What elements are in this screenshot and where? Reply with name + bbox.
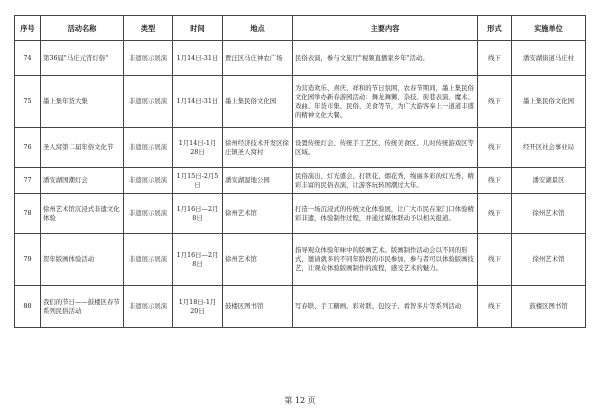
cell-org: 徐州艺术馆: [512, 194, 586, 234]
cell-name: 圣人窝第二届年俗文化节: [41, 128, 124, 168]
cell-no: 79: [15, 234, 41, 286]
cell-place: 墨上集民俗文化园: [223, 76, 293, 128]
table-row: [15, 234, 586, 286]
cell-org: 鼓楼区图书馆: [512, 286, 586, 328]
cell-content: 打造一场沉浸式的传统文化体验展，让广大市民在家门口体验精彩非遗，体验制作过程，并通过媒体联动予以相关报道。: [293, 194, 478, 234]
table-row: [15, 41, 586, 76]
cell-time: 1月16日—2月8日: [173, 234, 223, 286]
cell-place: 徐州经济技术开发区徐庄镇圣人窝村: [223, 128, 293, 168]
cell-type: 非遗展示展演: [124, 76, 173, 128]
table-header-row: [15, 16, 586, 41]
cell-time: 1月15日-2月5日: [173, 168, 223, 194]
table-row: [15, 194, 586, 234]
cell-time: 1月14日-1月28日: [173, 128, 223, 168]
cell-org: 墨上集民俗文化园: [512, 76, 586, 128]
cell-place: 贾汪区马庄神农广场: [223, 41, 293, 76]
activity-table: [14, 15, 586, 328]
table-row: [15, 168, 586, 194]
cell-form: 线下: [478, 128, 512, 168]
cell-type: 非遗展示展演: [124, 128, 173, 168]
cell-form: 线下: [478, 194, 512, 234]
cell-name: 徐州艺术馆沉浸式非遗文化体验: [41, 194, 124, 234]
cell-time: 1月14日-31日: [173, 41, 223, 76]
cell-type: 非遗展示展演: [124, 234, 173, 286]
cell-content: 写春联、手工糖画、彩对联、包饺子、看智多片等系列活动: [293, 286, 478, 328]
cell-place: 徐州艺术馆: [223, 234, 293, 286]
header-time: 时间: [173, 16, 223, 41]
cell-type: 非遗展示展演: [124, 286, 173, 328]
cell-no: 74: [15, 41, 41, 76]
table-row: [15, 286, 586, 328]
cell-place: 徐州艺术馆: [223, 194, 293, 234]
cell-type: 非遗展示展演: [124, 41, 173, 76]
page-number: 第 12 页: [284, 396, 316, 405]
cell-type: 非遗展示展演: [124, 168, 173, 194]
cell-content: 为营造欢乐、喜庆、祥和的节日氛围，农春节期间，墨上集民俗文化园举办新春游园活动：舞龙舞狮、杂技、街巷表演、魔术、戏曲、年货市集、民俗、美食等节，为广大游客奉上一道道丰盛的精神文化大餐。: [293, 76, 478, 128]
table-row: [15, 128, 586, 168]
header-form: 形式: [478, 16, 512, 41]
cell-content: 指导观众体验年味中的版画艺术。版画制作活动会以不同的形式，邀请就多的不同年龄段的市民参加，参与者可以体验版画技艺，让观众体验版画制作的流程，感受艺术的魅力。: [293, 234, 478, 286]
cell-name: 第36届"马庄元宵灯俗": [41, 41, 124, 76]
cell-name: 墨上集年货大集: [41, 76, 124, 128]
cell-place: 潘安湖湿地公园: [223, 168, 293, 194]
cell-no: 78: [15, 194, 41, 234]
cell-form: 线下: [478, 76, 512, 128]
cell-form: 线下: [478, 41, 512, 76]
cell-type: 非遗展示展演: [124, 194, 173, 234]
cell-content: 民俗表演，参与文旅厅"视频直播家乡年"活动。: [293, 41, 478, 76]
header-name: 活动名称: [41, 16, 124, 41]
cell-time: 1月18日-1月20日: [173, 286, 223, 328]
cell-org: 潘安湖景区: [512, 168, 586, 194]
cell-no: 80: [15, 286, 41, 328]
header-content: 主要内容: [293, 16, 478, 41]
cell-time: 1月16日—2月8日: [173, 194, 223, 234]
cell-name: 潘安湖国潮灯会: [41, 168, 124, 194]
cell-place: 鼓楼区图书馆: [223, 286, 293, 328]
table-row: [15, 76, 586, 128]
cell-org: 潘安湖街道马庄村: [512, 41, 586, 76]
cell-name: 贺年版画体验活动: [41, 234, 124, 286]
cell-no: 77: [15, 168, 41, 194]
header-type: 类型: [124, 16, 173, 41]
cell-name: 我们的节日——鼓楼区春节系列民俗活动: [41, 286, 124, 328]
cell-no: 76: [15, 128, 41, 168]
cell-content: 设置传统灯会、传统手工艺区、传统美食区、儿时传统游戏区等区域。: [293, 128, 478, 168]
header-org: 实施单位: [512, 16, 586, 41]
header-no: 序号: [15, 16, 41, 41]
cell-org: 徐州艺术馆: [512, 234, 586, 286]
cell-time: 1月14日-31日: [173, 76, 223, 128]
header-place: 地点: [223, 16, 293, 41]
cell-org: 经开区社会事业局: [512, 128, 586, 168]
cell-no: 75: [15, 76, 41, 128]
cell-content: 民俗演出、灯光盛会、打铁花、烟花秀，绚丽多彩的灯光秀，精彩丰富的民俗表演，让游客玩转国潮过大年。: [293, 168, 478, 194]
cell-form: 线下: [478, 168, 512, 194]
cell-form: 线下: [478, 286, 512, 328]
cell-form: 线下: [478, 234, 512, 286]
